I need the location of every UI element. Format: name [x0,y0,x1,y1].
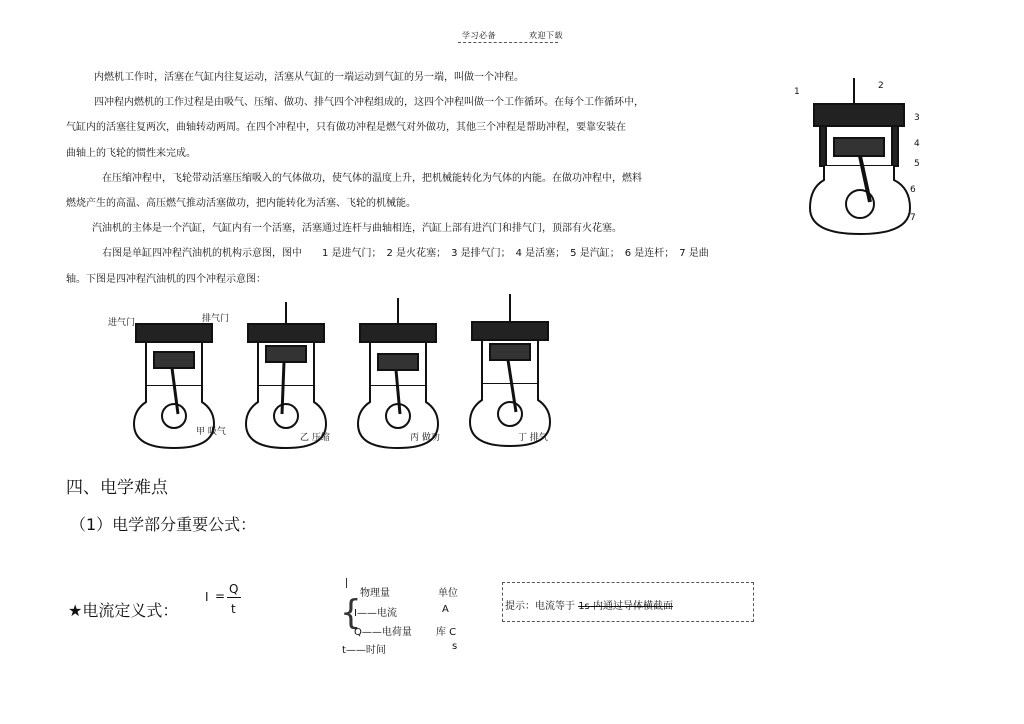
formula-numerator: Q [229,582,239,596]
caption-intake: 甲 吸气 [196,427,226,437]
table-left-rule [346,578,347,588]
paragraph-2-line-3: 曲轴上的飞轮的惯性来完成。 [66,148,196,159]
header-right: 欢迎下载 [529,31,564,40]
header-quantity: 物理量 [360,588,390,599]
header-rule [458,42,558,43]
subsection-title: （1）电学部分重要公式： [70,515,257,534]
exhaust-valve-label: 排气门 [202,314,230,324]
unit-time: s [452,641,458,652]
header-left: 学习必备 [462,31,496,40]
engine-label-2: 2 [878,81,884,91]
stroke-compression-figure [246,302,326,448]
engine-label-4: 4 [914,139,920,149]
hint-struck: 1s 内通过导体横截面 [578,601,673,612]
engine-diagram [790,68,940,240]
engine-label-5: 5 [914,159,920,169]
paragraph-1: 内燃机工作时，活塞在气缸内往复运动，活塞从气缸的一端运动到气缸的另一端，叫做一个冲程。 [94,72,524,83]
fraction-bar [227,597,241,598]
stroke-power-figure [358,298,438,448]
stroke-exhaust-figure [470,294,550,446]
engine-label-7: 7 [910,213,916,223]
brace-symbol: { [340,593,362,633]
paragraph-5: 右图是单缸四冲程汽油机的机构示意图，图中 1 是进气门； 2 是火花塞； 3 是排气门； 4 是活塞； 5 是汽缸； 6 是连杆； 7 是曲 [102,248,709,259]
four-stroke-diagram [106,294,556,452]
paragraph-3-line-2: 燃烧产生的高温、高压燃气推动活塞做功，把内能转化为活塞、飞轮的机械能。 [66,198,416,209]
formula-equals: = [215,589,226,603]
quantity-table [340,578,478,656]
engine-label-6: 6 [910,185,916,195]
caption-exhaust: 丁 排气 [518,433,548,443]
page-header [462,30,593,41]
paragraph-5-line-2: 轴。下图是四冲程汽油机的四个冲程示意图： [66,274,266,285]
engine-label-3: 3 [914,113,920,123]
paragraph-4: 汽油机的主体是一个汽缸，气缸内有一个活塞，活塞通过连杆与曲轴相连，汽缸上部有进汽门和排气门，顶部有火花塞。 [92,223,622,234]
header-unit: 单位 [438,588,458,599]
paragraph-2: 四冲程内燃机的工作过程是由吸气、压缩、做功、排气四个冲程组成的，这四个冲程叫做一个工作循环。在每个工作循环中， [94,97,644,108]
caption-compression: 乙 压缩 [300,433,330,443]
hint-text [505,597,673,612]
section-title: 四、电学难点 [66,478,168,498]
engine-label-1: 1 [794,87,800,97]
hint-box [502,582,754,622]
paragraph-2-line-2: 气缸内的活塞往复两次，曲轴转动两周。在四个冲程中，只有做功冲程是燃气对外做功，其他三个冲程是帮助冲程，要靠安装在 [66,122,626,133]
current-definition-label: ★电流定义式： [68,601,179,620]
paragraph-3: 在压缩冲程中，飞轮带动活塞压缩吸入的气体做功，使气体的温度上升，把机械能转化为气体的内能。在做功冲程中，燃料 [102,173,642,184]
unit-current: A [442,604,449,615]
formula-i: I [205,590,209,604]
formula-denominator: t [231,602,236,616]
caption-power: 丙 做功 [410,433,440,443]
row-current: I——电流 [354,608,397,619]
intake-valve-label: 进气门 [108,318,136,328]
row-charge: Q——电荷量 [354,627,412,638]
row-time: t——时间 [342,645,386,656]
hint-prefix: 提示：电流等于 [505,601,575,612]
unit-charge: 库 C [436,627,457,638]
